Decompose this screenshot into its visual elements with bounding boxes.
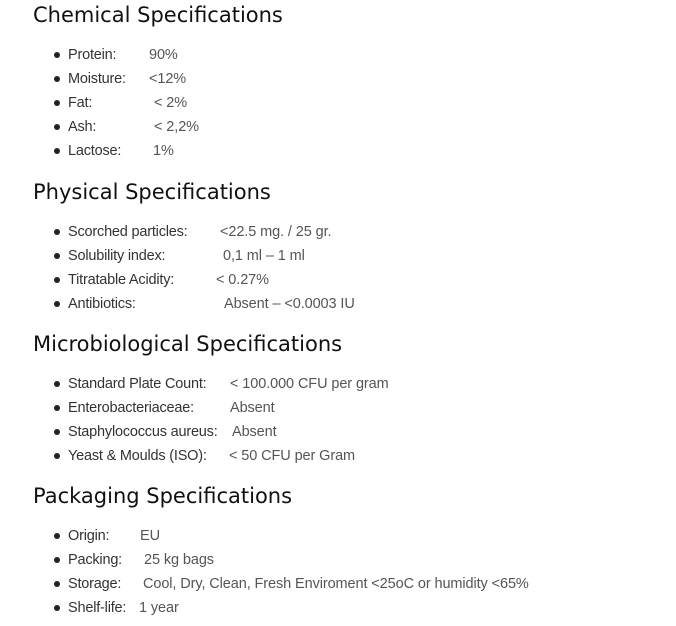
spec-label: Moisture: [68,71,126,87]
bullet-icon [54,253,60,259]
spec-label: Packing: [68,552,123,568]
spec-label: Shelf-life: [68,600,127,616]
bullet-icon [54,100,60,106]
spec-value: < 50 CFU per Gram [229,448,356,464]
spec-label: Standard Plate Count: [68,376,207,392]
bullet-icon [54,229,60,235]
bullet-icon [54,381,60,387]
spec-label: Titratable Acidity: [68,272,175,288]
bullet-icon [54,277,60,283]
spec-label: Protein: [68,47,117,63]
bullet-icon [54,76,60,82]
bullet-icon [54,301,60,307]
spec-label: Fat: [68,95,93,111]
spec-value: 1% [153,143,174,159]
spec-label: Solubility index: [68,248,166,264]
spec-label: Storage: [68,576,122,592]
spec-label: Yeast & Moulds (ISO): [68,448,207,464]
spec-label: Scorched particles: [68,224,188,240]
spec-label: Enterobacteriaceae: [68,400,194,416]
spec-value: 1 year [139,600,179,616]
spec-value: <22.5 mg. / 25 gr. [220,224,332,240]
section-title: Chemical Specifications [33,3,283,27]
bullet-icon [54,581,60,587]
bullet-icon [54,533,60,539]
section-title: Packaging Specifications [33,484,293,508]
spec-value: 25 kg bags [144,552,214,568]
spec-label: Lactose: [68,143,122,159]
spec-label: Ash: [68,119,97,135]
spec-value: EU [140,528,160,544]
section-title: Physical Specifications [33,180,271,204]
bullet-icon [54,453,60,459]
spec-value: Absent [230,400,275,416]
section-title: Microbiological Specifications [33,332,343,356]
bullet-icon [54,557,60,563]
bullet-icon [54,405,60,411]
spec-value: < 100.000 CFU per gram [230,376,389,392]
spec-value: 90% [149,47,178,63]
spec-value: < 2,2% [154,119,199,135]
spec-value: <12% [149,71,187,87]
spec-value: 0,1 ml – 1 ml [223,248,305,264]
bullet-icon [54,124,60,130]
bullet-icon [54,429,60,435]
spec-value: Absent – <0.0003 IU [224,296,355,312]
spec-label: Origin: [68,528,110,544]
bullet-icon [54,148,60,154]
spec-value: < 2% [154,95,188,111]
spec-value: < 0.27% [216,272,269,288]
bullet-icon [54,605,60,611]
spec-label: Staphylococcus aureus: [68,424,218,440]
bullet-icon [54,52,60,58]
spec-value: Cool, Dry, Clean, Fresh Enviroment <25oC or humidity <65% [143,576,529,592]
spec-label: Antibiotics: [68,296,136,312]
spec-value: Absent [232,424,277,440]
